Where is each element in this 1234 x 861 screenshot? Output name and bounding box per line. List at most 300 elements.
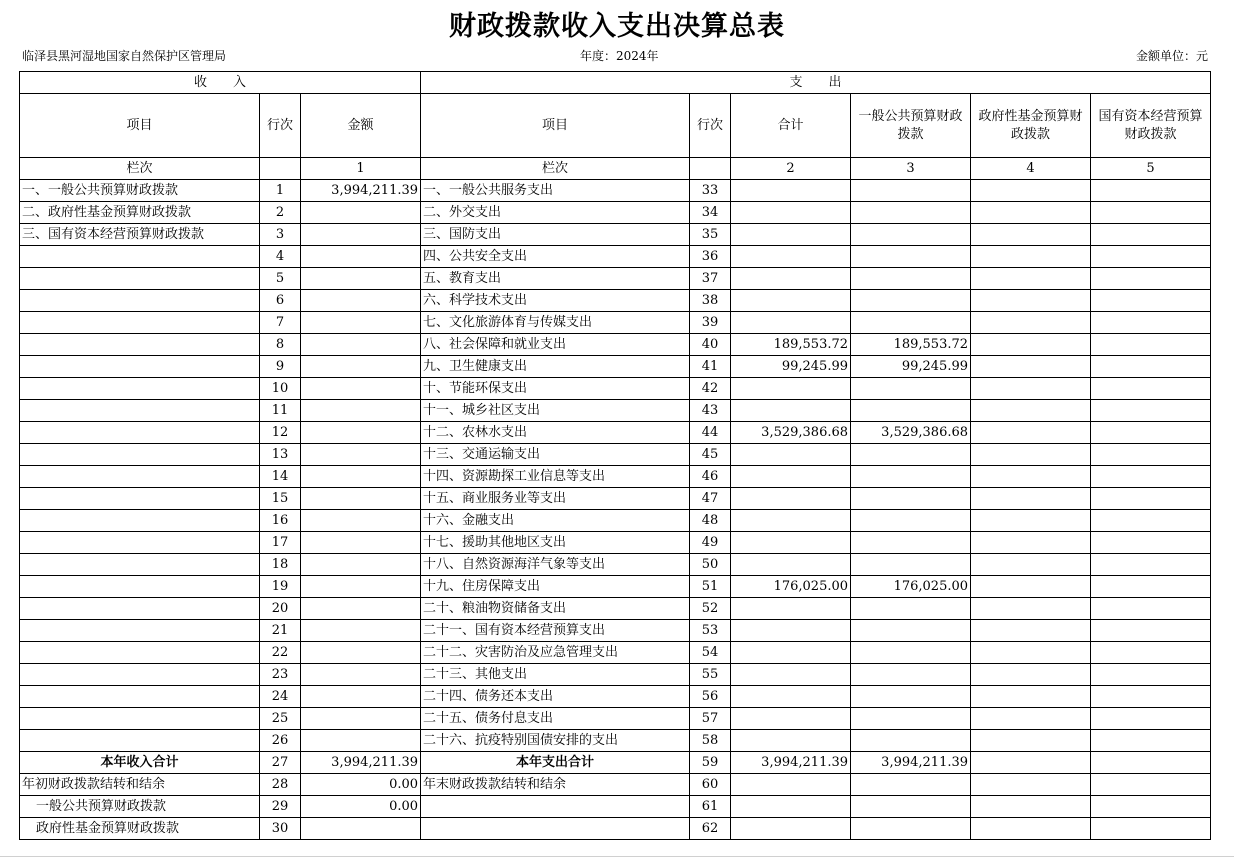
expense-line-cell: 41 (690, 356, 731, 378)
expense-total-cell (731, 554, 851, 576)
table-row (20, 422, 1211, 444)
income-amount-cell: 3,994,211.39 (301, 180, 421, 202)
income-line-cell: 27 (260, 752, 301, 774)
header-expense-item: 项目 (421, 94, 690, 158)
organization-name: 临泽县黑河湿地国家自然保护区管理局 (22, 49, 227, 63)
expense-item-cell: 七、文化旅游体育与传媒支出 (421, 312, 690, 334)
state-capital-amount-cell (1091, 664, 1211, 686)
income-amount-cell (301, 378, 421, 400)
income-line-cell: 14 (260, 466, 301, 488)
col-index-1: 1 (301, 158, 421, 180)
income-item-cell (20, 532, 260, 554)
income-line-cell: 17 (260, 532, 301, 554)
table-row (20, 730, 1211, 752)
gov-fund-amount-cell (971, 334, 1091, 356)
state-capital-amount-cell (1091, 180, 1211, 202)
expense-item-cell: 二十三、其他支出 (421, 664, 690, 686)
gov-fund-amount-cell (971, 180, 1091, 202)
expense-line-cell: 59 (690, 752, 731, 774)
state-capital-amount-cell (1091, 774, 1211, 796)
expense-line-cell: 55 (690, 664, 731, 686)
income-line-cell: 28 (260, 774, 301, 796)
gov-fund-amount-cell (971, 752, 1091, 774)
table-row (20, 268, 1211, 290)
gov-fund-amount-cell (971, 202, 1091, 224)
header-state-capital: 国有资本经营预算财政拨款 (1091, 94, 1211, 158)
expense-item-cell: 二、外交支出 (421, 202, 690, 224)
expense-item-cell: 十四、资源勘探工业信息等支出 (421, 466, 690, 488)
expense-total-cell (731, 466, 851, 488)
income-item-cell (20, 554, 260, 576)
expense-line-cell: 36 (690, 246, 731, 268)
income-line-cell: 8 (260, 334, 301, 356)
expense-item-cell: 二十一、国有资本经营预算支出 (421, 620, 690, 642)
income-amount-cell (301, 620, 421, 642)
expense-total-cell (731, 796, 851, 818)
income-line-cell: 2 (260, 202, 301, 224)
expense-item-cell: 十五、商业服务业等支出 (421, 488, 690, 510)
state-capital-amount-cell (1091, 334, 1211, 356)
income-line-cell: 19 (260, 576, 301, 598)
table-row (20, 180, 1211, 202)
income-line-cell: 4 (260, 246, 301, 268)
expense-item-cell: 五、教育支出 (421, 268, 690, 290)
expense-total-cell: 3,994,211.39 (731, 752, 851, 774)
gov-fund-amount-cell (971, 246, 1091, 268)
totals-row (20, 752, 1211, 774)
gov-fund-amount-cell (971, 488, 1091, 510)
general-budget-amount-cell (851, 686, 971, 708)
income-line-cell: 20 (260, 598, 301, 620)
income-item-cell (20, 510, 260, 532)
state-capital-amount-cell (1091, 554, 1211, 576)
expense-total-cell (731, 312, 851, 334)
income-amount-cell (301, 268, 421, 290)
table-row (20, 598, 1211, 620)
income-item-cell: 三、国有资本经营预算财政拨款 (20, 224, 260, 246)
income-item-cell: 本年收入合计 (20, 752, 260, 774)
income-line-cell: 29 (260, 796, 301, 818)
expense-total-cell (731, 708, 851, 730)
general-budget-amount-cell (851, 466, 971, 488)
general-budget-amount-cell: 99,245.99 (851, 356, 971, 378)
table-row (20, 290, 1211, 312)
general-budget-amount-cell (851, 818, 971, 840)
state-capital-amount-cell (1091, 268, 1211, 290)
income-line-cell: 9 (260, 356, 301, 378)
income-item-cell (20, 620, 260, 642)
income-amount-cell (301, 708, 421, 730)
general-budget-amount-cell (851, 290, 971, 312)
table-row (20, 664, 1211, 686)
income-amount-cell (301, 488, 421, 510)
state-capital-amount-cell (1091, 642, 1211, 664)
expense-total-cell (731, 400, 851, 422)
general-budget-amount-cell (851, 224, 971, 246)
gov-fund-amount-cell (971, 796, 1091, 818)
expense-line-cell: 53 (690, 620, 731, 642)
expense-item-cell: 八、社会保障和就业支出 (421, 334, 690, 356)
expense-line-cell: 50 (690, 554, 731, 576)
general-budget-amount-cell (851, 246, 971, 268)
expense-line-cell: 42 (690, 378, 731, 400)
general-budget-amount-cell: 176,025.00 (851, 576, 971, 598)
general-budget-amount-cell (851, 664, 971, 686)
expense-line-cell: 37 (690, 268, 731, 290)
expense-item-cell: 一、一般公共服务支出 (421, 180, 690, 202)
income-amount-cell (301, 818, 421, 840)
expense-item-cell: 二十四、债务还本支出 (421, 686, 690, 708)
income-line-cell: 23 (260, 664, 301, 686)
general-budget-amount-cell: 3,994,211.39 (851, 752, 971, 774)
gov-fund-amount-cell (971, 554, 1091, 576)
col-index-2: 2 (731, 158, 851, 180)
gov-fund-amount-cell (971, 356, 1091, 378)
expense-item-cell: 九、卫生健康支出 (421, 356, 690, 378)
income-amount-cell (301, 510, 421, 532)
gov-fund-amount-cell (971, 510, 1091, 532)
income-item-cell (20, 312, 260, 334)
expense-item-cell: 十二、农林水支出 (421, 422, 690, 444)
state-capital-amount-cell (1091, 576, 1211, 598)
expense-item-cell: 四、公共安全支出 (421, 246, 690, 268)
state-capital-amount-cell (1091, 708, 1211, 730)
expense-line-cell: 38 (690, 290, 731, 312)
income-line-cell: 10 (260, 378, 301, 400)
header-income-amount: 金额 (301, 94, 421, 158)
income-amount-cell (301, 356, 421, 378)
expense-total-cell (731, 620, 851, 642)
table-row (20, 708, 1211, 730)
page-divider (0, 856, 1234, 857)
state-capital-amount-cell (1091, 730, 1211, 752)
income-amount-cell: 0.00 (301, 774, 421, 796)
expense-total-cell (731, 818, 851, 840)
income-amount-cell: 0.00 (301, 796, 421, 818)
income-item-cell (20, 488, 260, 510)
expense-section-header: 支 出 (421, 72, 1211, 94)
state-capital-amount-cell (1091, 202, 1211, 224)
expense-line-cell: 47 (690, 488, 731, 510)
general-budget-amount-cell (851, 642, 971, 664)
income-line-cell: 13 (260, 444, 301, 466)
gov-fund-amount-cell (971, 224, 1091, 246)
table-row (20, 334, 1211, 356)
income-section-header: 收 入 (20, 72, 421, 94)
income-line-cell: 3 (260, 224, 301, 246)
expense-total-cell (731, 532, 851, 554)
income-amount-cell (301, 554, 421, 576)
gov-fund-amount-cell (971, 774, 1091, 796)
column-index-row (20, 158, 1211, 180)
income-item-cell (20, 290, 260, 312)
table-row (20, 224, 1211, 246)
income-item-cell (20, 642, 260, 664)
expense-total-cell (731, 180, 851, 202)
gov-fund-amount-cell (971, 268, 1091, 290)
gov-fund-amount-cell (971, 290, 1091, 312)
expense-line-cell: 48 (690, 510, 731, 532)
state-capital-amount-cell (1091, 400, 1211, 422)
gov-fund-amount-cell (971, 708, 1091, 730)
state-capital-amount-cell (1091, 224, 1211, 246)
expense-item-cell (421, 818, 690, 840)
table-row (20, 576, 1211, 598)
state-capital-amount-cell (1091, 598, 1211, 620)
general-budget-amount-cell (851, 598, 971, 620)
income-amount-cell (301, 312, 421, 334)
expense-total-cell (731, 246, 851, 268)
col-index-label-left: 栏次 (20, 158, 260, 180)
expense-line-cell: 60 (690, 774, 731, 796)
section-header-row (20, 72, 1211, 94)
income-item-cell: 年初财政拨款结转和结余 (20, 774, 260, 796)
expense-item-cell: 十一、城乡社区支出 (421, 400, 690, 422)
income-amount-cell (301, 664, 421, 686)
expense-total-cell (731, 774, 851, 796)
table-row (20, 488, 1211, 510)
gov-fund-amount-cell (971, 576, 1091, 598)
income-line-cell: 7 (260, 312, 301, 334)
expense-line-cell: 57 (690, 708, 731, 730)
expense-line-cell: 51 (690, 576, 731, 598)
header-income-line: 行次 (260, 94, 301, 158)
income-item-cell (20, 664, 260, 686)
income-amount-cell (301, 730, 421, 752)
header-gov-fund: 政府性基金预算财政拨款 (971, 94, 1091, 158)
col-index-5: 5 (1091, 158, 1211, 180)
income-line-cell: 22 (260, 642, 301, 664)
gov-fund-amount-cell (971, 730, 1091, 752)
currency-unit: 金额单位：元 (1135, 49, 1208, 63)
state-capital-amount-cell (1091, 466, 1211, 488)
income-amount-cell (301, 466, 421, 488)
income-line-cell: 6 (260, 290, 301, 312)
expense-item-cell: 二十五、债务付息支出 (421, 708, 690, 730)
general-budget-amount-cell (851, 730, 971, 752)
income-amount-cell (301, 224, 421, 246)
expense-line-cell: 45 (690, 444, 731, 466)
table-row (20, 466, 1211, 488)
state-capital-amount-cell (1091, 818, 1211, 840)
gov-fund-amount-cell (971, 642, 1091, 664)
income-line-cell: 18 (260, 554, 301, 576)
header-income-item: 项目 (20, 94, 260, 158)
gov-fund-amount-cell (971, 400, 1091, 422)
general-budget-amount-cell (851, 488, 971, 510)
expense-item-cell: 六、科学技术支出 (421, 290, 690, 312)
expense-total-cell (731, 378, 851, 400)
column-header-row (20, 94, 1211, 158)
expense-line-cell: 54 (690, 642, 731, 664)
income-line-cell: 30 (260, 818, 301, 840)
table-row (20, 444, 1211, 466)
general-budget-amount-cell (851, 444, 971, 466)
general-budget-amount-cell (851, 774, 971, 796)
general-budget-amount-cell (851, 708, 971, 730)
expense-total-cell (731, 224, 851, 246)
expense-total-cell (731, 510, 851, 532)
income-amount-cell (301, 686, 421, 708)
general-budget-amount-cell (851, 796, 971, 818)
page-title: 财政拨款收入支出决算总表 (449, 11, 785, 42)
gov-fund-amount-cell (971, 422, 1091, 444)
expense-item-cell: 二十、粮油物资储备支出 (421, 598, 690, 620)
header-expense-line: 行次 (690, 94, 731, 158)
expense-total-cell: 176,025.00 (731, 576, 851, 598)
income-item-cell (20, 576, 260, 598)
table-row (20, 312, 1211, 334)
expense-item-cell: 十九、住房保障支出 (421, 576, 690, 598)
state-capital-amount-cell (1091, 532, 1211, 554)
table-row (20, 246, 1211, 268)
income-line-cell: 16 (260, 510, 301, 532)
col-index-label-right: 栏次 (421, 158, 690, 180)
income-line-cell: 25 (260, 708, 301, 730)
expense-total-cell: 3,529,386.68 (731, 422, 851, 444)
expense-line-cell: 34 (690, 202, 731, 224)
income-amount-cell (301, 598, 421, 620)
header-total: 合计 (731, 94, 851, 158)
income-item-cell: 一、一般公共预算财政拨款 (20, 180, 260, 202)
income-line-cell: 1 (260, 180, 301, 202)
income-line-cell: 15 (260, 488, 301, 510)
expense-item-cell: 年末财政拨款结转和结余 (421, 774, 690, 796)
income-amount-cell (301, 290, 421, 312)
col-index-3: 3 (851, 158, 971, 180)
expense-line-cell: 56 (690, 686, 731, 708)
income-item-cell (20, 400, 260, 422)
income-amount-cell (301, 642, 421, 664)
income-item-cell (20, 356, 260, 378)
income-item-cell (20, 730, 260, 752)
income-item-cell (20, 378, 260, 400)
expense-item-cell: 十、节能环保支出 (421, 378, 690, 400)
table-row (20, 620, 1211, 642)
table-row (20, 510, 1211, 532)
table-row (20, 356, 1211, 378)
expense-item-cell: 二十二、灾害防治及应急管理支出 (421, 642, 690, 664)
income-item-cell: 二、政府性基金预算财政拨款 (20, 202, 260, 224)
state-capital-amount-cell (1091, 796, 1211, 818)
budget-table (19, 71, 1211, 840)
col-index-4: 4 (971, 158, 1091, 180)
gov-fund-amount-cell (971, 466, 1091, 488)
income-item-cell (20, 708, 260, 730)
expense-line-cell: 58 (690, 730, 731, 752)
general-budget-amount-cell (851, 378, 971, 400)
general-budget-amount-cell (851, 180, 971, 202)
table-row (20, 642, 1211, 664)
income-line-cell: 24 (260, 686, 301, 708)
expense-total-cell (731, 488, 851, 510)
expense-item-cell: 十三、交通运输支出 (421, 444, 690, 466)
income-item-cell (20, 246, 260, 268)
expense-item-cell: 本年支出合计 (421, 752, 690, 774)
income-item-cell (20, 334, 260, 356)
expense-total-cell (731, 268, 851, 290)
income-amount-cell (301, 400, 421, 422)
carryover-row (20, 774, 1211, 796)
gov-fund-amount-cell (971, 620, 1091, 642)
income-line-cell: 5 (260, 268, 301, 290)
state-capital-amount-cell (1091, 356, 1211, 378)
income-amount-cell (301, 576, 421, 598)
general-budget-amount-cell (851, 510, 971, 532)
income-amount-cell (301, 202, 421, 224)
expense-item-cell: 十六、金融支出 (421, 510, 690, 532)
general-budget-amount-cell (851, 268, 971, 290)
gov-fund-amount-cell (971, 444, 1091, 466)
general-budget-amount-cell (851, 312, 971, 334)
carryover-row (20, 796, 1211, 818)
expense-total-cell (731, 202, 851, 224)
expense-total-cell (731, 598, 851, 620)
table-row (20, 554, 1211, 576)
col-index-blank (690, 158, 731, 180)
state-capital-amount-cell (1091, 488, 1211, 510)
expense-item-cell: 三、国防支出 (421, 224, 690, 246)
expense-total-cell (731, 444, 851, 466)
general-budget-amount-cell (851, 532, 971, 554)
general-budget-amount-cell (851, 202, 971, 224)
income-item-cell (20, 444, 260, 466)
income-item-cell: 政府性基金预算财政拨款 (20, 818, 260, 840)
table-row (20, 532, 1211, 554)
state-capital-amount-cell (1091, 686, 1211, 708)
income-amount-cell (301, 334, 421, 356)
expense-total-cell (731, 642, 851, 664)
general-budget-amount-cell: 3,529,386.68 (851, 422, 971, 444)
expense-total-cell: 99,245.99 (731, 356, 851, 378)
expense-line-cell: 40 (690, 334, 731, 356)
state-capital-amount-cell (1091, 312, 1211, 334)
carryover-row (20, 818, 1211, 840)
table-row (20, 400, 1211, 422)
state-capital-amount-cell (1091, 752, 1211, 774)
col-index-blank (260, 158, 301, 180)
expense-item-cell: 十八、自然资源海洋气象等支出 (421, 554, 690, 576)
expense-line-cell: 43 (690, 400, 731, 422)
expense-line-cell: 49 (690, 532, 731, 554)
income-item-cell (20, 268, 260, 290)
income-line-cell: 26 (260, 730, 301, 752)
expense-item-cell (421, 796, 690, 818)
income-amount-cell: 3,994,211.39 (301, 752, 421, 774)
income-amount-cell (301, 422, 421, 444)
table-row (20, 686, 1211, 708)
income-amount-cell (301, 246, 421, 268)
state-capital-amount-cell (1091, 422, 1211, 444)
expense-line-cell: 61 (690, 796, 731, 818)
gov-fund-amount-cell (971, 312, 1091, 334)
expense-line-cell: 44 (690, 422, 731, 444)
gov-fund-amount-cell (971, 378, 1091, 400)
expense-item-cell: 十七、援助其他地区支出 (421, 532, 690, 554)
expense-total-cell (731, 730, 851, 752)
income-item-cell (20, 686, 260, 708)
general-budget-amount-cell: 189,553.72 (851, 334, 971, 356)
expense-line-cell: 46 (690, 466, 731, 488)
header-general-budget: 一般公共预算财政拨款 (851, 94, 971, 158)
state-capital-amount-cell (1091, 246, 1211, 268)
state-capital-amount-cell (1091, 378, 1211, 400)
state-capital-amount-cell (1091, 620, 1211, 642)
income-amount-cell (301, 444, 421, 466)
expense-item-cell: 二十六、抗疫特别国债安排的支出 (421, 730, 690, 752)
gov-fund-amount-cell (971, 686, 1091, 708)
income-item-cell (20, 422, 260, 444)
